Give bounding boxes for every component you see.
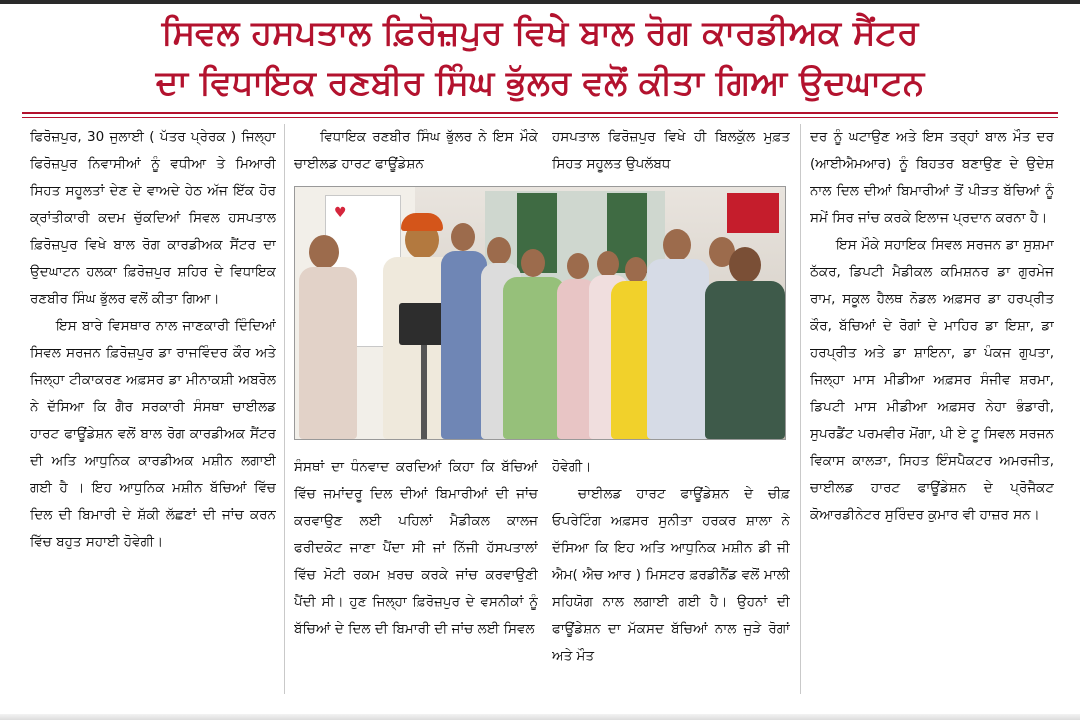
person-head [663,229,691,261]
cardiac-machine-stand [421,345,427,439]
person-head [451,223,475,251]
heart-logo-icon: ♥ [334,205,347,221]
article-column-4 [810,124,1054,704]
article-column-2-bottom: ਸੰਸਥਾਂ ਦਾ ਧੰਨਵਾਦ ਕਰਦਿਆਂ ਕਿਹਾ ਕਿ ਬੱਚਿਆਂ ਵਿੱਚ ਜਮਾਂਦਰੂ ਦਿਲ ਦੀਆਂ ਬਿਮਾਰੀਆਂ ਦੀ ਜਾਂਚ ਕਰਵਾਉਣ ਲਈ ਪਹਿਲਾਂ ਮੈਡੀਕਲ ਕਾਲਜ ਫਰੀਦਕੋਟ ਜਾਣਾ ਪੈਂਦਾ ਸੀ ਜਾਂ ਨਿੱਜੀ ਹੱਸਪਤਾਲਾਂ ਵਿੱਚ ਮੋਟੀ ਰਕਮ ਖ਼ਰਚ ਕਰਕੇ ਜਾਂਚ ਕਰਵਾਉਣੀ ਪੈਂਦੀ ਸੀ। ਹੁਣ ਜਿਲ੍ਹਾ ਫ਼ਿਰੋਜ਼ਪੁਰ ਦੇ ਵਸਨੀਕਾਂ ਨੂੰ ਬੱਚਿਆਂ ਦੇ ਦਿਲ ਦੀ ਬਿਮਾਰੀ ਦੀ ਜਾਂਚ ਲਈ ਸਿਵਲ [294,459,538,637]
article-column-1 [30,124,276,704]
column-1-paragraph-2: ਇਸ ਬਾਰੇ ਵਿਸਥਾਰ ਨਾਲ ਜਾਣਕਾਰੀ ਦਿੰਦਿਆਂ ਸਿਵਲ ਸਰਜਨ ਫ਼ਿਰੋਜ਼ਪੁਰ ਡਾ ਰਾਜਵਿੰਦਰ ਕੌਰ ਅਤੇ ਜਿਲ੍ਹਾ ਟੀਕਾਕਰਣ ਅਫ਼ਸਰ ਡਾ ਮੀਨਾਕਸ਼ੀ ਅਬਰੋਲ ਨੇ ਦੱਸਿਆ ਕਿ ਗੈਰ ਸਰਕਾਰੀ ਸੰਸਥਾ ਚਾਈਲਡ ਹਾਰਟ ਫਾਊਂਡੇਸ਼ਨ ਵਲੋਂ ਬਾਲ ਰੋਗ ਕਾਰਡੀਅਕ ਸੈਂਟਰ ਦੀ ਅਤਿ ਆਧੁਨਿਕ ਕਾਰਡੀਅਕ ਮਸ਼ੀਨ ਲਗਾਈ ਗਈ ਹੈ । ਇਹ ਆਧੁਨਿਕ ਮਸ਼ੀਨ ਬੱਚਿਆਂ ਵਿੱਚ ਦਿਲ ਦੀ ਬਿਮਾਰੀ ਦੇ ਸ਼ੱਕੀ ਲੱਛਣਾਂ ਦੀ ਜਾਂਚ ਕਰਨ ਵਿੱਚ ਬਹੁਤ ਸਹਾਈ ਹੋਵੇਗੀ। [30,318,276,550]
person-head [567,253,589,279]
column-1-paragraph-1: ਫਿਰੋਜ਼ਪੁਰ, 30 ਜੁਲਾਈ ( ਪੱਤਰ ਪ੍ਰੇਰਕ ) ਜਿਲ੍ਹਾ ਫਿਰੋਜ਼ਪੁਰ ਨਿਵਾਸੀਆਂ ਨੂੰ ਵਧੀਆ ਤੇ ਮਿਆਰੀ ਸਿਹਤ ਸਹੂਲਤਾਂ ਦੇਣ ਦੇ ਵਾਅਦੇ ਹੇਠ ਅੱਜ ਇੱਕ ਹੋਰ ਕ੍ਰਾਂਤੀਕਾਰੀ ਕਦਮ ਚੁੱਕਦਿਆਂ ਸਿਵਲ ਹਸਪਤਾਲ ਫ਼ਿਰੋਜ਼ਪੁਰ ਵਿਖੇ ਬਾਲ ਰੋਗ ਕਾਰਡੀਅਕ ਸੈਂਟਰ ਦਾ ਉਦਘਾਟਨ ਹਲਕਾ ਫ਼ਿਰੋਜ਼ਪੁਰ ਸ਼ਹਿਰ ਦੇ ਵਿਧਾਇਕ ਰਣਬੀਰ ਸਿੰਘ ਭੁੱਲਰ ਵਲੋਂ ਕੀਤਾ ਗਿਆ। [30,129,276,307]
column-3-paragraph-1: ਹੋਵੇਗੀ। [552,459,592,475]
headline-line-1: ਸਿਵਲ ਹਸਪਤਾਲ ਫ਼ਿਰੋਜ਼ਪੁਰ ਵਿਖੇ ਬਾਲ ਰੋਗ ਕਾਰਡੀਅਕ ਸੈਂਟਰ [161,13,919,53]
photo-red-sign [727,193,779,233]
person-head [521,249,545,277]
turban-shape [401,213,443,231]
person-figure [647,259,709,439]
person-head [729,247,761,283]
person-figure [503,277,565,439]
headline-line-2: ਦਾ ਵਿਧਾਇਕ ਰਣਬੀਰ ਸਿੰਘ ਭੁੱਲਰ ਵਲੋਂ ਕੀਤਾ ਗਿਆ ਉਦਘਾਟਨ [155,63,925,103]
article-column-3-top: ਹਸਪਤਾਲ ਫਿਰੋਜ਼ਪੁਰ ਵਿਖੇ ਹੀ ਬਿਲਕੁੱਲ ਮੁਫ਼ਤ ਸਿਹਤ ਸਹੂਲਤ ਉਪਲੱਬਧ [552,129,790,172]
headline-rule [22,112,1058,114]
person-head [487,237,511,265]
event-photo [294,186,786,440]
headline-rule-thin [22,117,1058,118]
page-top-border [0,0,1080,4]
person-head [309,235,339,269]
person-head [597,251,619,277]
column-divider [800,124,801,694]
person-figure [705,281,785,439]
person-figure [299,267,357,439]
column-4-paragraph-1: ਦਰ ਨੂੰ ਘਟਾਉਣ ਅਤੇ ਇਸ ਤਰ੍ਹਾਂ ਬਾਲ ਮੌਤ ਦਰ (ਆਈਐਮਆਰ) ਨੂੰ ਬਿਹਤਰ ਬਣਾਉਣ ਦੇ ਉਦੇਸ਼ ਨਾਲ ਦਿਲ ਦੀਆਂ ਬਿਮਾਰੀਆਂ ਤੋਂ ਪੀੜਤ ਬੱਚਿਆਂ ਨੂੰ ਸਮੇਂ ਸਿਰ ਜਾਂਚ ਕਰਕੇ ਇਲਾਜ ਪ੍ਰਦਾਨ ਕਰਨਾ ਹੈ। [810,129,1054,226]
column-4-paragraph-2: ਇਸ ਮੌਕੇ ਸਹਾਇਕ ਸਿਵਲ ਸਰਜਨ ਡਾ ਸੁਸ਼ਮਾ ਠੱਕਰ, ਡਿਪਟੀ ਮੈਡੀਕਲ ਕਮਿਸ਼ਨਰ ਡਾ ਗੁਰਮੇਜ ਰਾਮ, ਸਕੂਲ ਹੈਲਥ ਨੋਡਲ ਅਫ਼ਸਰ ਡਾ ਹਰਪ੍ਰੀਤ ਕੌਰ, ਬੱਚਿਆਂ ਦੇ ਰੋਗਾਂ ਦੇ ਮਾਹਿਰ ਡਾ ਇਸ਼ਾ, ਡਾ ਹਰਪ੍ਰੀਤ ਅਤੇ ਡਾ ਸ਼ਾਇਨਾ, ਡਾ ਪੰਕਜ ਗੁਪਤਾ, ਜਿਲ੍ਹਾ ਮਾਸ ਮੀਡੀਆ ਅਫ਼ਸਰ ਸੰਜੀਵ ਸ਼ਰਮਾ, ਡਿਪਟੀ ਮਾਸ ਮੀਡੀਆ ਅਫ਼ਸਰ ਨੇਹਾ ਭੰਡਾਰੀ, ਸੁਪਰਡੈਂਟ ਪਰਮਵੀਰ ਮੋਂਗਾ, ਪੀ ਏ ਟੂ ਸਿਵਲ ਸਰਜਨ ਵਿਕਾਸ ਕਾਲੜਾ, ਸਿਹਤ ਇੰਸਪੈਕਟਰ ਅਮਰਜੀਤ, ਚਾਈਲਡ ਹਾਰਟ ਫਾਊਂਡੇਸ਼ਨ ਦੇ ਪ੍ਰੋਜੈਕਟ ਕੋਆਰਡੀਨੇਟਰ ਸੁਰਿੰਦਰ ਕੁਮਾਰ ਵੀ ਹਾਜ਼ਰ ਸਨ। [810,237,1054,523]
article-column-3-bottom [552,454,790,700]
column-divider [284,124,285,694]
article-column-2-top: ਵਿਧਾਇਕ ਰਣਬੀਰ ਸਿੰਘ ਭੁੱਲਰ ਨੇ ਇਸ ਮੌਕੇ ਚਾਈਲਡ ਹਾਰਟ ਫਾਊਂਡੇਸ਼ਨ [294,129,538,172]
page-bottom-edge [0,714,1080,720]
person-head [625,257,647,283]
column-3-paragraph-2: ਚਾਈਲਡ ਹਾਰਟ ਫਾਊਂਡੇਸ਼ਨ ਦੇ ਚੀਫ਼ ਓਪਰੇਟਿੰਗ ਅਫ਼ਸਰ ਸੁਨੀਤਾ ਹਰਕਰ ਸ਼ਾਲਾ ਨੇ ਦੱਸਿਆ ਕਿ ਇਹ ਅਤਿ ਆਧੁਨਿਕ ਮਸ਼ੀਨ ਡੀ ਜੀ ਐਮ( ਐਚ ਆਰ ) ਮਿਸਟਰ ਫ਼ਰਡੀਨੈਂਡ ਵਲੋਂ ਮਾਲੀ ਸਹਿਯੋਗ ਨਾਲ ਲਗਾਈ ਗਈ ਹੈ। ਉਹਨਾਂ ਦੀ ਫਾਊਂਡੇਸ਼ਨ ਦਾ ਮੱਕਸਦ ਬੱਚਿਆਂ ਨਾਲ ਜੁੜੇ ਰੋਗਾਂ ਅਤੇ ਮੌਤ [552,486,790,664]
